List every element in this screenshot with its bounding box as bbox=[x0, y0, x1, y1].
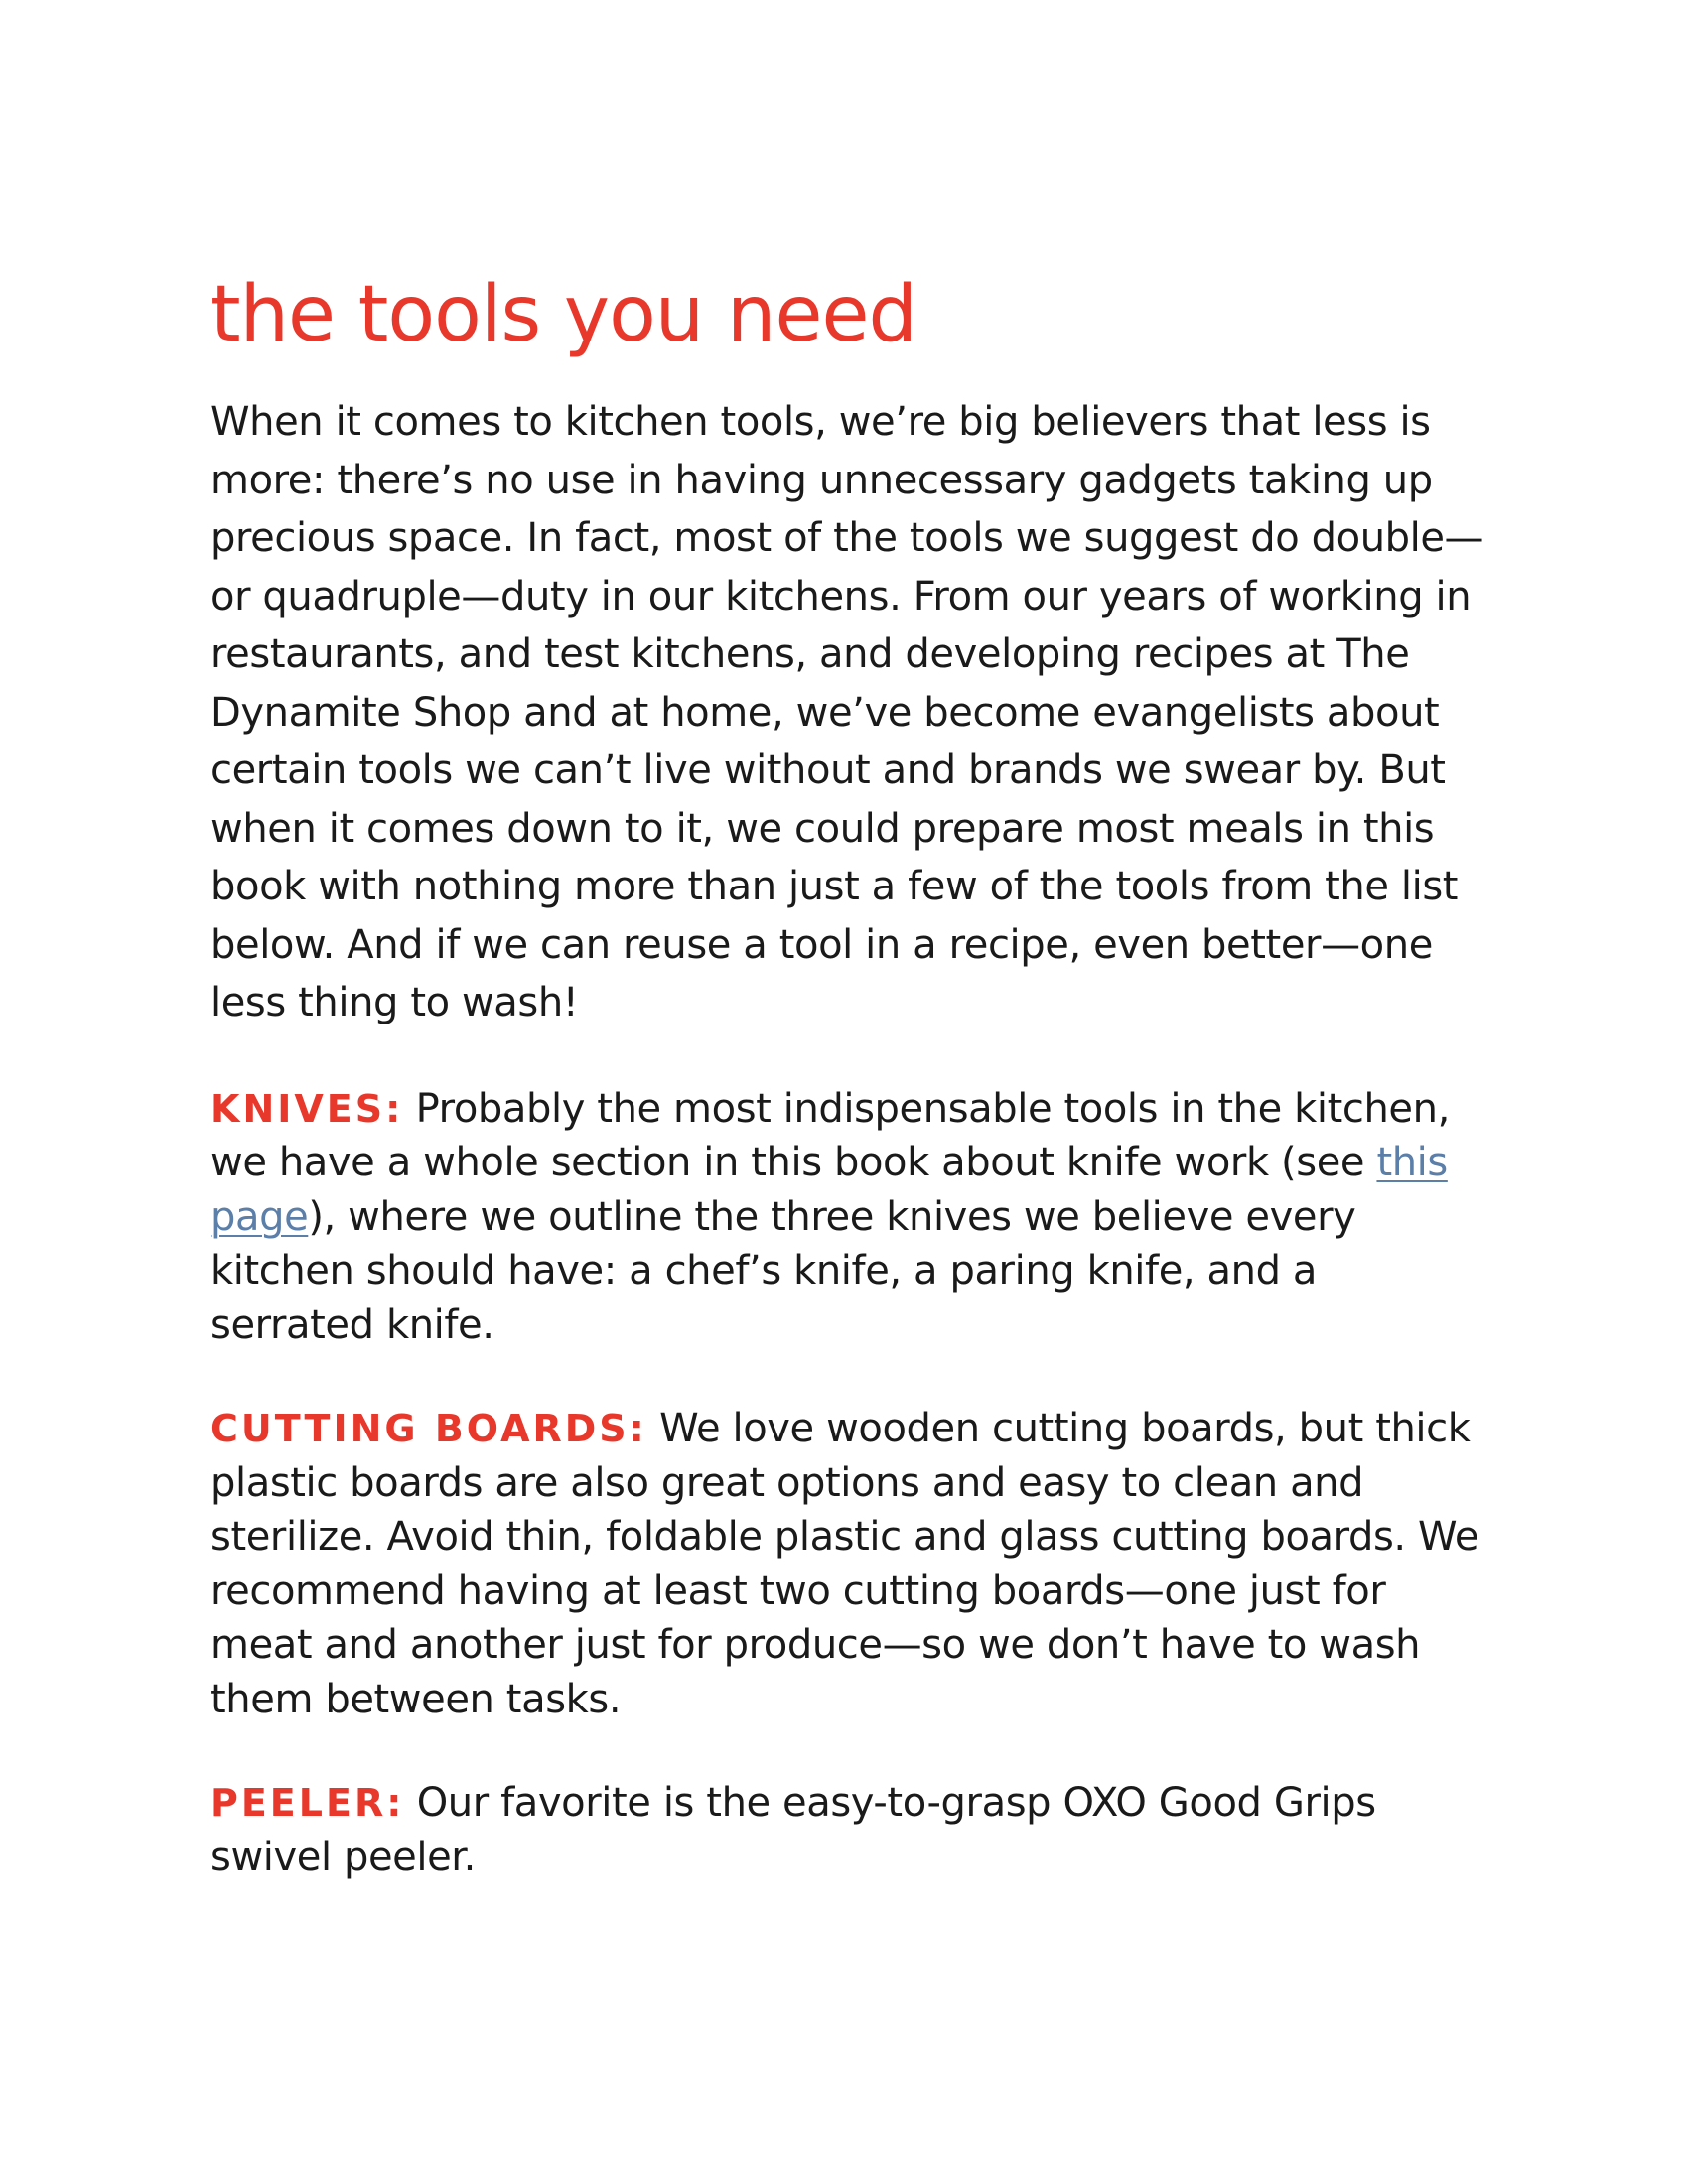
cutting-boards-section bbox=[211, 1402, 1491, 1726]
intro-paragraph: When it comes to kitchen tools, we’re big believers that less is more: there’s no use in having unnecessary gadgets taking up precious space. In fact, most of the tools we suggest do double—or quadruple—duty in our kitchens. From our years of working in restaurants, and test kitchens, and developing recipes at The Dynamite Shop and at home, we’ve become evangelists about certain tools we can’t live without and brands we swear by. But when it comes down to it, we could prepare most meals in this book with nothing more than just a few of the tools from the list below. And if we can reuse a tool in a recipe, even better—one less thing to wash! bbox=[211, 399, 1484, 1025]
page-content bbox=[211, 270, 1491, 1884]
knives-text-after-link: ), where we outline the three knives we believe every kitchen should have: a chef’s knife, a paring knife, and a serrated knife. bbox=[211, 1193, 1356, 1348]
peeler-text: Our favorite is the easy-to-grasp OXO Good Grips swivel peeler. bbox=[211, 1780, 1376, 1880]
page-title: the tools you need bbox=[211, 270, 916, 359]
knives-section bbox=[211, 1082, 1491, 1353]
knives-text-before-link: Probably the most indispensable tools in the kitchen, we have a whole section in this book about knife work (see bbox=[211, 1085, 1450, 1185]
cutting-boards-label: CUTTING BOARDS: bbox=[211, 1407, 647, 1450]
cutting-boards-text: We love wooden cutting boards, but thick plastic boards are also great options and easy to clean and sterilize. Avoid thin, foldable plastic and glass cutting boards. We recommend having at least two cutting boards—one just for meat and another just for produce—so we don’t have to wash them between tasks. bbox=[211, 1406, 1479, 1722]
knife-work-page-link[interactable]: this page bbox=[211, 1140, 1448, 1240]
peeler-section bbox=[211, 1776, 1491, 1884]
knives-label: KNIVES: bbox=[211, 1086, 404, 1131]
peeler-label: PEELER: bbox=[211, 1781, 405, 1825]
